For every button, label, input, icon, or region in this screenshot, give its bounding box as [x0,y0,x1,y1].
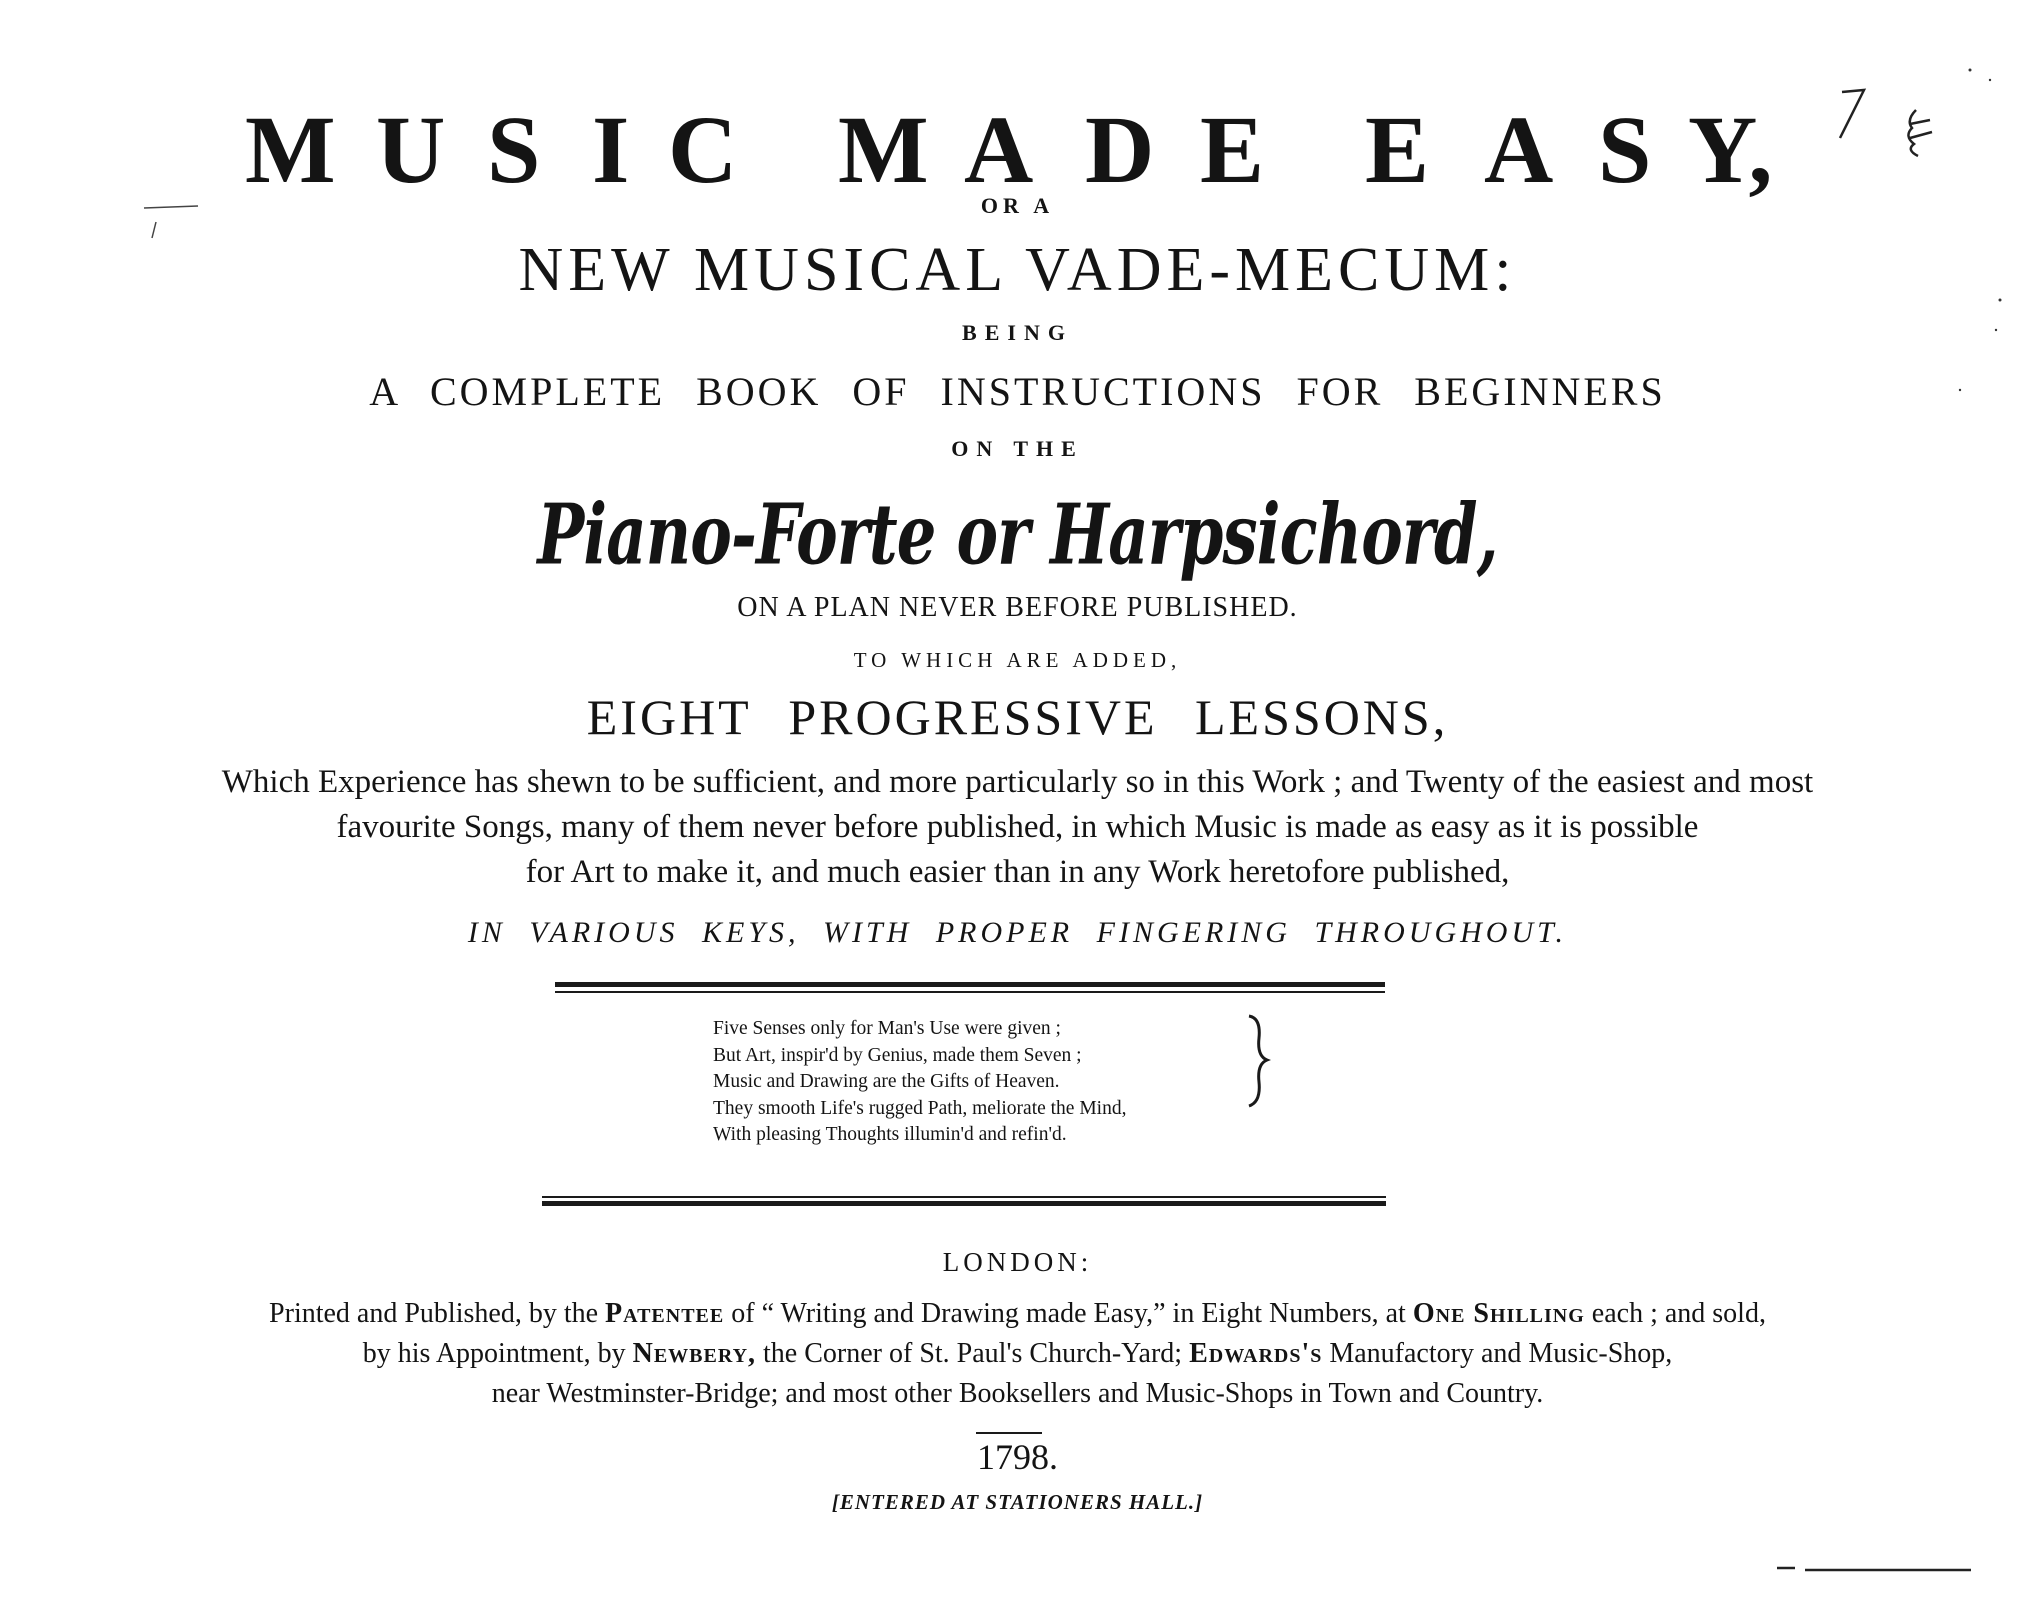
poem-line: They smooth Life's rugged Path, meliorate the Mind, [713,1097,1127,1119]
imprint-smallcaps: Patentee [605,1298,725,1329]
imprint-line [0,1338,2035,1370]
instrument-blackletter: Piano-Forte or Harpsichord, [537,485,1498,584]
imprint-text: each ; and sold, [1584,1298,1766,1329]
title-letter: Y, [1688,96,1773,203]
title-letter: C [668,96,738,203]
on-the-text: ON THE [951,436,1084,461]
poem-line: Five Senses only for Man's Use were given ; [713,1018,1061,1039]
imprint-smallcaps: Newbery, [632,1338,757,1369]
title-letter: A [964,96,1034,203]
upper-rule-thin [555,991,1385,993]
epigraph-poem [713,1016,1126,1149]
keys-line: IN VARIOUS KEYS, WITH PROPER FINGERING THROUGHOUT. [467,916,1568,949]
being-text: BEING [962,320,1073,345]
imprint-smallcaps: One Shilling [1412,1298,1585,1329]
poem-line: With pleasing Thoughts illumin'd and refin'd. [713,1124,1067,1145]
upper-rule-thick [555,982,1385,987]
lessons-heading: EIGHT PROGRESSIVE LESSONS, [586,689,1449,745]
margin-speck [140,200,210,240]
entered-note: [ENTERED AT STATIONERS HALL.] [831,1490,1204,1514]
subtitle: NEW MUSICAL VADE-MECUM: [518,236,1517,304]
title-letter: A [1484,96,1554,203]
title-letter: I [592,96,630,203]
publication-year: 1798. [977,1437,1058,1477]
imprint-line [0,1298,2035,1330]
poem-brace [1245,1010,1275,1110]
lower-rule-thin [542,1196,1386,1198]
imprint-line: near Westminster-Bridge; and most other Booksellers and Music-Shops in Town and Country. [491,1378,1544,1409]
or-a-text: OR A [980,193,1055,218]
margin-speck [1775,1560,1975,1580]
imprint-smallcaps: Edwards's [1189,1338,1323,1369]
description-line: favourite Songs, many of them never before published, in which Music is made as easy as it is possible [336,809,1699,845]
imprint-text: Manufactory and Music-Shop, [1322,1338,1673,1369]
imprint-text: of “ Writing and Drawing made Easy,” in Eight Numbers, at [724,1298,1413,1329]
title-letter: E [1200,96,1265,203]
imprint-text: the Corner of St. Paul's Church-Yard; [756,1338,1190,1369]
year-rule [976,1432,1042,1434]
poem-line: But Art, inspir'd by Genius, made them Seven ; [713,1044,1082,1066]
plan-line: ON A PLAN NEVER BEFORE PUBLISHED. [737,592,1298,623]
imprint-text: by his Appointment, by [362,1338,633,1369]
title-letter: E [1365,96,1430,203]
title-letter: U [376,96,446,203]
description-line: Which Experience has shewn to be sufficient, and more particularly so in this Work ; and Twenty of the easiest and most [221,764,1814,800]
imprint-city: LONDON: [942,1247,1093,1277]
lower-rule-thick [542,1201,1386,1206]
title-letter: D [1085,96,1155,203]
instructions-line: A COMPLETE BOOK OF INSTRUCTIONS FOR BEGINNERS [369,369,1666,414]
imprint-text: Printed and Published, by the [269,1298,606,1329]
title-letter: M [245,96,336,203]
added-line: TO WHICH ARE ADDED, [853,648,1182,672]
title-letter: S [1598,96,1652,203]
title-letter: S [487,96,541,203]
margin-speck [1940,60,2020,460]
title-letter: M [838,96,929,203]
handwritten-annotation [1820,80,1950,190]
poem-line: Music and Drawing are the Gifts of Heaven. [713,1071,1060,1092]
description-line: for Art to make it, and much easier than in any Work heretofore published, [525,854,1510,890]
